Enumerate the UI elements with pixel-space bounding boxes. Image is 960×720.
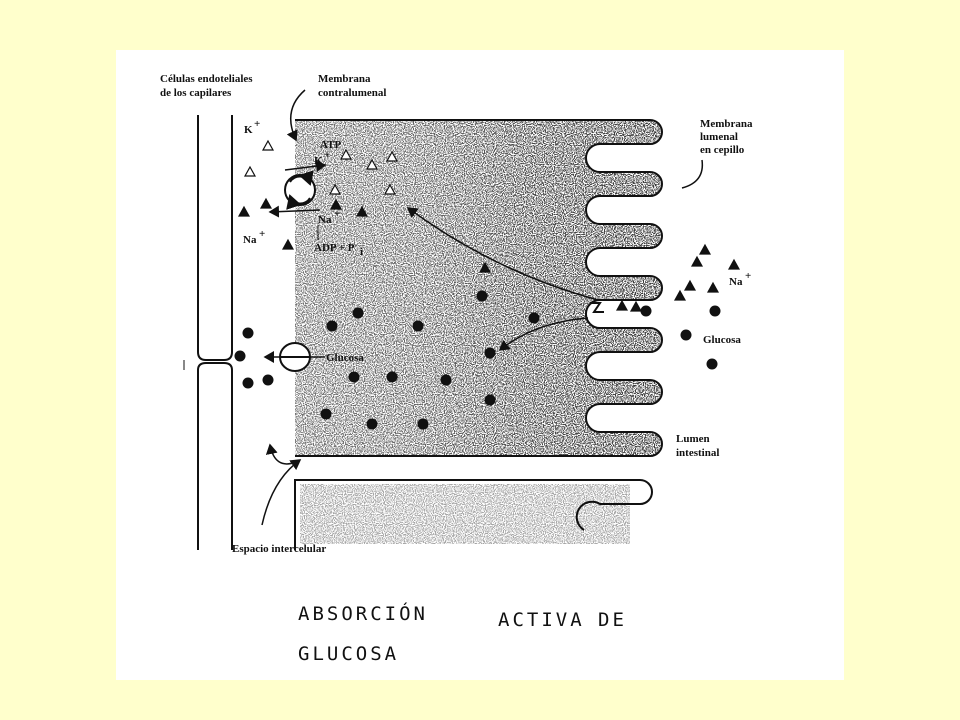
na-ion	[283, 240, 293, 249]
label-endothelial-2: de los capilares	[160, 87, 232, 99]
label-lumen-1: Lumen	[676, 433, 710, 445]
glucose-molecule	[707, 359, 718, 370]
label-intercellular-space: Espacio intercelular	[232, 543, 327, 555]
glucose-molecule	[418, 419, 429, 430]
label-adp-sub: i	[360, 246, 364, 258]
label-glucosa-left: Glucosa	[326, 352, 364, 364]
na-ion	[631, 302, 641, 311]
caption-de: DE	[598, 609, 627, 631]
label-lumen-2: intestinal	[676, 447, 720, 459]
label-k-pump: K	[314, 155, 323, 167]
na-ion	[617, 301, 627, 310]
na-ion	[261, 199, 271, 208]
label-atp: ATP	[320, 139, 342, 151]
label-glucosa-right: Glucosa	[703, 334, 741, 346]
glucose-molecule	[641, 306, 652, 317]
na-ion	[729, 260, 739, 269]
na-ion	[675, 291, 685, 300]
label-contralumenal-2: contralumenal	[318, 87, 387, 99]
caption-activa: ACTIVA	[498, 609, 585, 631]
glucose-molecule	[413, 321, 424, 332]
glucose-molecule	[235, 351, 246, 362]
glucose-molecule	[485, 395, 496, 406]
neighbor-cell	[295, 480, 652, 550]
glucose-molecule	[243, 378, 254, 389]
glucose-molecule	[477, 291, 488, 302]
label-k-left-plus: +	[254, 118, 261, 130]
caption	[298, 601, 627, 665]
label-adp: ADP + P	[314, 242, 355, 254]
label-endothelial-1: Células endoteliales	[160, 73, 253, 85]
na-ion	[708, 283, 718, 292]
cell-cytoplasm	[295, 118, 665, 463]
caption-absorcion: ABSORCIÓN	[298, 603, 428, 625]
label-contralumenal-1: Membrana	[318, 73, 371, 85]
glucose-molecule	[710, 306, 721, 317]
glucose-molecule	[529, 313, 540, 324]
k-ion	[245, 167, 255, 176]
glucose-molecule	[353, 308, 364, 319]
glucose-molecule	[349, 372, 360, 383]
glucose-molecule	[387, 372, 398, 383]
label-na-right: Na	[729, 276, 743, 288]
label-na-pump-plus: +	[334, 208, 341, 220]
glucose-molecule	[327, 321, 338, 332]
glucose-molecule	[681, 330, 692, 341]
label-k-pump-plus: +	[324, 149, 331, 161]
label-lumenal-3: en cepillo	[700, 144, 745, 156]
label-lumenal-1: Membrana	[700, 118, 753, 130]
na-ion	[685, 281, 695, 290]
glucose-molecule	[367, 419, 378, 430]
na-ion	[692, 257, 702, 266]
label-k-left: K	[244, 124, 253, 136]
glucose-molecule	[243, 328, 254, 339]
glucose-molecule	[485, 348, 496, 359]
na-ion	[239, 207, 249, 216]
caption-glucosa: GLUCOSA	[298, 643, 400, 665]
glucose-molecule	[441, 375, 452, 386]
label-lumenal-2: lumenal	[700, 131, 738, 143]
glucose-molecule	[263, 375, 274, 386]
label-na-pump: Na	[318, 214, 332, 226]
label-na-left: Na	[243, 234, 257, 246]
label-na-left-plus: +	[259, 228, 266, 240]
glucose-molecule	[321, 409, 332, 420]
na-ion	[700, 245, 710, 254]
k-ion	[263, 141, 273, 150]
label-na-right-plus: +	[745, 270, 752, 282]
capillary-endothelium	[184, 115, 232, 550]
